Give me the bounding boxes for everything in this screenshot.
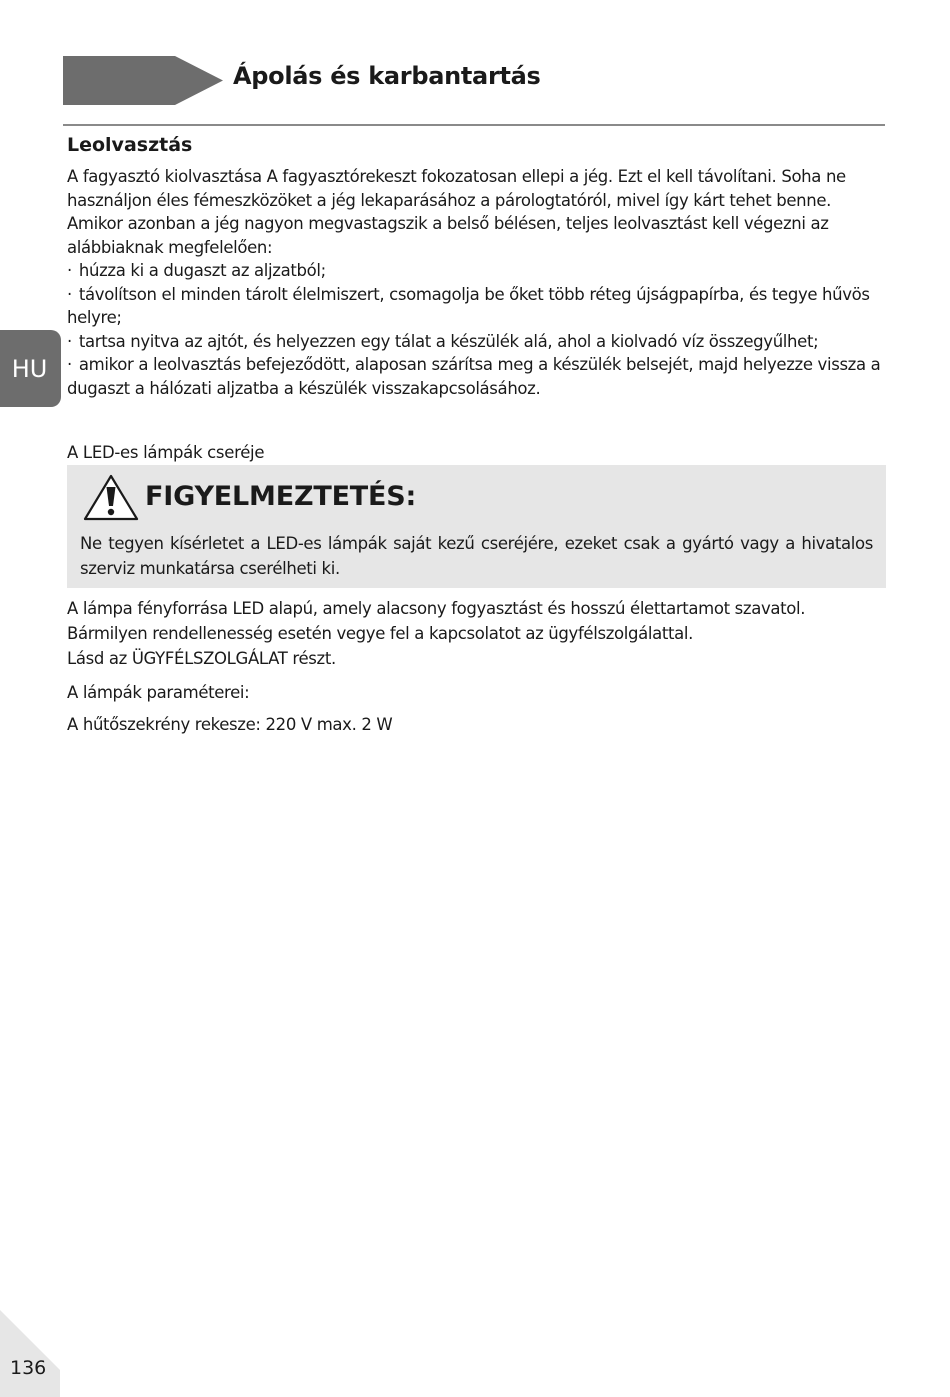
section-heading-led: A LED-es lámpák cseréje [67, 443, 265, 462]
led-description-line: Bármilyen rendellenesség esetén vegye fel a kapcsolatot az ügyfélszolgálattal. [67, 624, 693, 643]
lamp-params-value: A hűtőszekrény rekesze: 220 V max. 2 W [67, 715, 393, 734]
led-description [67, 596, 887, 671]
led-description-line: Lásd az ÜGYFÉLSZOLGÁLAT részt. [67, 649, 336, 668]
warning-triangle-icon [82, 473, 140, 523]
page-number: 136 [10, 1357, 47, 1379]
list-item [67, 283, 887, 330]
header-arrow-shape [63, 56, 223, 105]
warning-box [67, 465, 886, 588]
bullet-mark: · [67, 261, 72, 280]
defrost-steps-list [67, 259, 887, 400]
list-item-text: tartsa nyitva az ajtót, és helyezzen egy tálat a készülék alá, ahol a kiolvadó víz összegyűlhet; [78, 331, 819, 351]
list-item [67, 259, 887, 283]
section-heading-defrost: Leolvasztás [67, 134, 193, 156]
warning-title: FIGYELMEZTETÉS: [145, 481, 417, 512]
header-divider [63, 124, 885, 126]
defrost-section-body [67, 165, 887, 400]
lamp-params-label: A lámpák paraméterei: [67, 683, 250, 702]
list-item [67, 330, 887, 354]
list-item-text: amikor a leolvasztás befejeződött, alaposan szárítsa meg a készülék belsejét, majd helyezze vissza a dugaszt a hálózati aljzatba a készülék visszakapcsolásához. [67, 355, 881, 398]
bullet-mark: · [67, 355, 72, 374]
list-item [67, 353, 887, 400]
page-corner-shape [0, 1310, 60, 1397]
list-item-text: húzza ki a dugaszt az aljzatból; [78, 261, 326, 280]
led-description-line: A lámpa fényforrása LED alapú, amely alacsony fogyasztást és hosszú élettartamot szavatol. [67, 599, 806, 618]
bullet-mark: · [67, 331, 72, 351]
bullet-mark: · [67, 284, 72, 304]
defrost-intro-text: A fagyasztó kiolvasztása A fagyasztórekeszt fokozatosan ellepi a jég. Ezt el kell távolítani. Soha ne használjon éles fémeszközöket a jég lekaparásához a párologtatóról, mivel így kárt tehet benne. Amikor azonban a jég nagyon megvastagszik a belső bélésen, teljes leolvasztást kell végezni az alábbiaknak megfelelően: [67, 167, 846, 257]
language-tab: HU [0, 330, 61, 407]
list-item-text: távolítson el minden tárolt élelmiszert, csomagolja be őket több réteg újságpapírba, és tegye hűvös helyre; [67, 284, 870, 327]
warning-text: Ne tegyen kísérletet a LED-es lámpák saját kezű cseréjére, ezeket csak a gyártó vagy a hivatalos szerviz munkatársa cserélheti ki. [80, 534, 873, 578]
page-title: Ápolás és karbantartás [233, 62, 541, 90]
